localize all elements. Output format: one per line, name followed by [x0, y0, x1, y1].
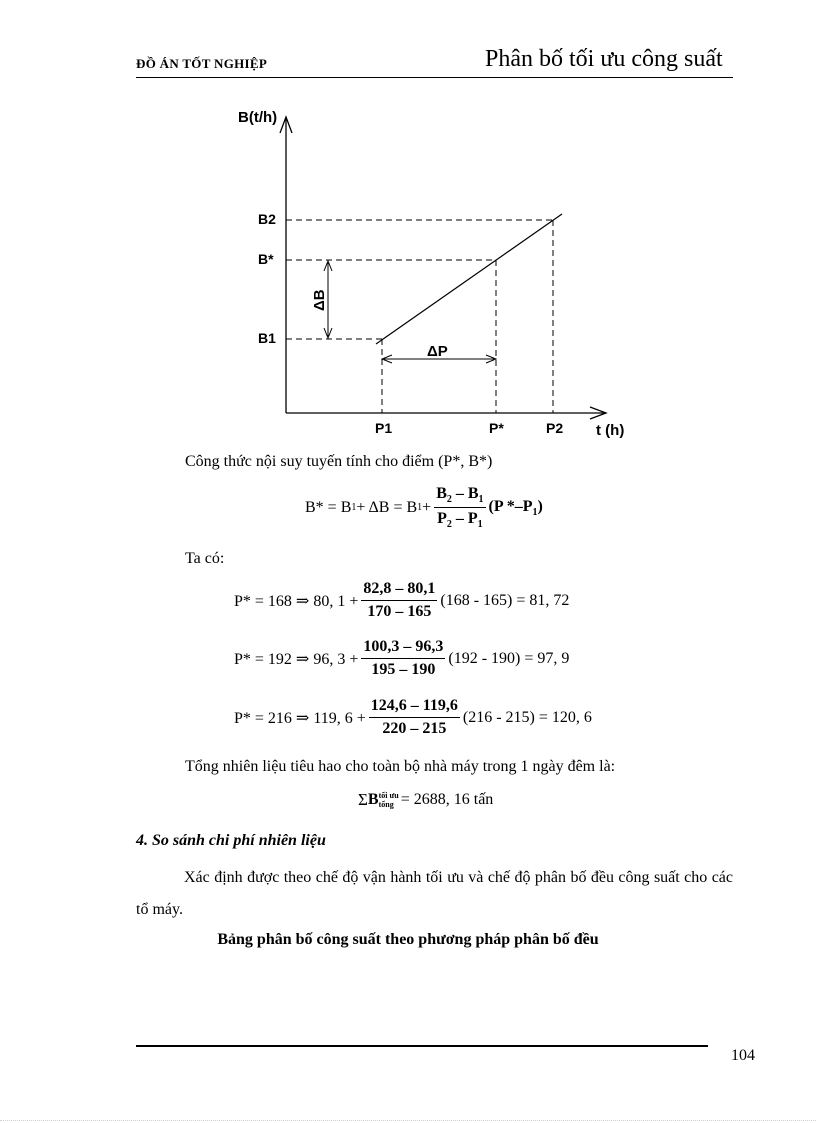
example-row: P* = 192 ⇒ 96, 3 + $\frac{100,3 - 96,3}{195 - 190}$ (192 - 190) = 97, 9 [234, 638, 570, 678]
formula-lhs: B* = B [305, 498, 352, 516]
page-edge [0, 1120, 816, 1121]
formula-paren: (P *–P [488, 497, 533, 515]
page-number: 104 [731, 1047, 755, 1064]
footer-rule [136, 1045, 708, 1047]
table-title: Bảng phân bố công suất theo phương pháp phân bố đều [217, 931, 599, 948]
tick-b2: B2 [258, 211, 276, 227]
delta-p-label: ΔP [427, 343, 448, 360]
section-title: 4. So sánh chi phí nhiên liệu [136, 832, 326, 849]
total-fuel-text: Tổng nhiên liệu tiêu hao cho toàn bộ nhà máy trong 1 ngày đêm là: [185, 758, 616, 775]
x-axis-label: t (h) [596, 422, 625, 439]
intro-text: Công thức nội suy tuyến tính cho điểm (P*, B*) [185, 453, 493, 470]
main-formula: B* = B 1 + ΔB = B 1 + $\frac{B_2 - B_1}{P_2 - P_1}$ (P $*-P_1$) [305, 485, 543, 531]
example-row: P* = 168 ⇒ 80, 1 + $\frac{82,8 - 80,1}{170 - 165}$ (168 - 165) = 81, 72 [234, 580, 570, 620]
tick-bstar: B* [258, 251, 274, 267]
tick-pstar: P* [489, 420, 504, 436]
formula-plus: + [422, 498, 432, 516]
delta-b-label: ΔB [311, 289, 328, 311]
header-right-title: Phân bố tối ưu công suất [485, 46, 723, 72]
formula-delta: + ΔB = B [356, 498, 418, 516]
tick-p2: P2 [546, 420, 564, 436]
header-left-title: ĐỒ ÁN TỐT NGHIỆP [136, 56, 268, 71]
interpolation-diagram [220, 95, 625, 440]
tick-b1: B1 [258, 330, 276, 346]
total-formula: Σ B tối ưu tổng = 2688, 16 tấn [358, 790, 494, 809]
characteristic-line [376, 214, 562, 344]
header-rule [136, 77, 733, 78]
y-axis-label: B(t/h) [238, 109, 278, 126]
section-paragraph: Xác định được theo chế độ vận hành tối ưu và chế độ phân bố đều công suất cho các tổ máy. [136, 869, 733, 918]
example-row: P* = 216 ⇒ 119, 6 + $\frac{124,6 - 119,6}{220 - 215}$ (216 - 215) = 120, 6 [234, 697, 592, 737]
ta-co-text: Ta có: [185, 550, 225, 567]
formula-fraction: $\frac{B_2 - B_1}{P_2 - P_1}$ [436, 485, 484, 531]
tick-p1: P1 [375, 420, 393, 436]
